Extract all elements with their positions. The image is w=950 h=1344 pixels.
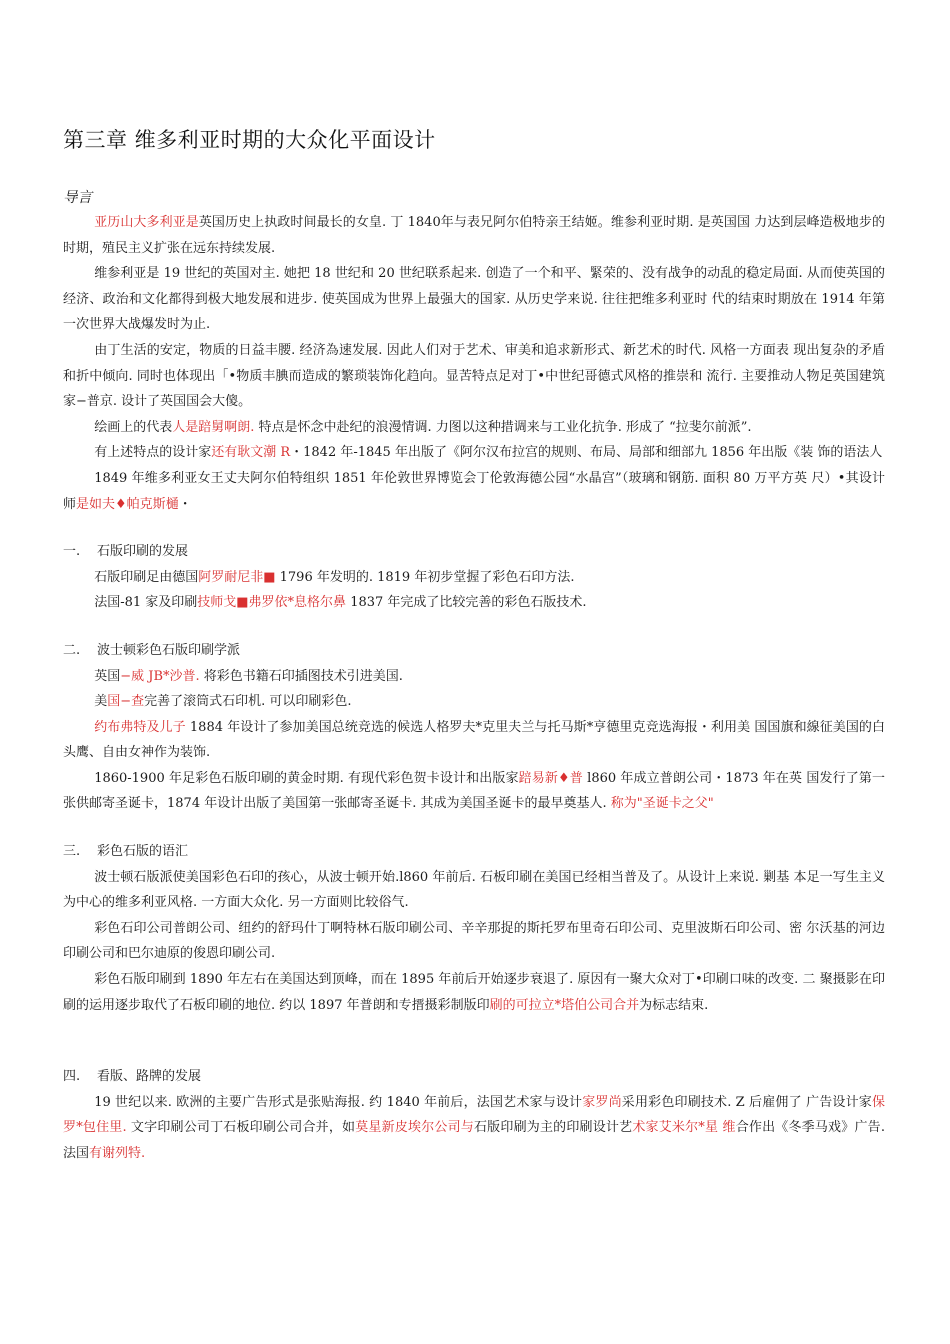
section-paragraph (63, 689, 885, 715)
section-gap (63, 517, 885, 539)
text-run: 维参利亚是 19 世纪的英国对主. 她把 18 世纪和 20 世纪联系起来. 创造了一个和平、緊荣的、没有战争的动乱的稳定局面. 从而使英国的经济、政治和文化都得到极大地发展和进步. 使英国成为世界上最强大的国家. 从历史学来说. 往往把维多利亚时 代的结束时期放在 1914 年第一次世界大战爆发时为止. (63, 266, 885, 333)
section-number: 一. (63, 544, 81, 560)
text-run: 石版印刷为主的印刷设计艺 (473, 1120, 633, 1136)
highlighted-name: 术家艾米尔*星 维 (632, 1120, 736, 1136)
intro-paragraph (63, 440, 885, 466)
highlighted-name: 阿罗耐尼非■ (198, 569, 276, 585)
section-number: 二. (63, 642, 81, 658)
section-title: 看版、路牌的发展 (97, 1069, 202, 1085)
text-run: 采用彩色印刷技术. Z 后雇佣了 广告设计家 (621, 1094, 872, 1110)
section-paragraph (63, 865, 885, 916)
text-run: 文字印刷公司丁石板印刷公司合并，如 (126, 1120, 356, 1136)
section-paragraph (63, 565, 885, 591)
intro-paragraph (63, 210, 885, 261)
section-paragraph (63, 916, 885, 967)
sections-container (63, 517, 885, 1166)
highlighted-name: −威 JB*沙普. (120, 668, 200, 684)
text-run: ・ (178, 496, 192, 512)
text-run: 彩色石印公司普朗公司、纽约的舒玛什丁啊特林石版印刷公司、辛辛那捉的斯托罗布里奇石印公司、克里波斯石印公司、密 尔沃基的河边印刷公司和巴尔迪原的俊恩印刷公司. (63, 920, 885, 962)
text-run: 绘画上的代表 (94, 419, 173, 435)
text-run: 合作出《冬季马戏》广告. 法国 (63, 1120, 885, 1161)
text-run: 将彩色书籍石印插图技术引进美国. (199, 668, 403, 684)
section-title: 石版印刷的发展 (97, 544, 189, 560)
intro-paragraph (63, 338, 885, 415)
highlighted-name: 踣易新♦普 (518, 770, 583, 786)
highlighted-name: 是如夫♦帕克斯樋 (76, 496, 179, 512)
highlighted-name: 家罗尚 (582, 1094, 622, 1110)
text-run: l860 年成立普朗公司・1873 年在英 国发行了第一张供邮寄圣诞卡，1874 年设计出版了美国第一张邮寄圣诞卡. 其成为美国圣诞卡的最早奠基人. (63, 770, 885, 812)
text-run: 英国历史上执政时间最长的女皇. 丁 1840年与表兄阿尔伯特亲王结姬。维参利亚时期. 是英国国 力达到层峰造极地步的时期，殖民主义扩张在远东持续发展. (63, 215, 885, 256)
text-run: 有上述特点的设计家 (94, 445, 212, 461)
intro-paragraph (63, 466, 885, 517)
highlighted-name: 有谢列特. (89, 1146, 146, 1161)
highlighted-name: 技师戈■弗罗依*息格尔鼻 (197, 595, 347, 611)
highlighted-name: 保罗*包住里. (63, 1094, 885, 1136)
section-heading (63, 839, 885, 865)
text-run: ・1842 年-1845 年出版了《阿尔汉布拉宫的规则、布局、局部和细部九 1856 年出版《装 饰的语法人 (290, 445, 883, 461)
highlighted-name: 亚历山大多利亚是 (94, 215, 199, 230)
text-run: 1837 年完成了比较完善的彩色石版技术. (346, 595, 587, 611)
highlighted-name: 约布弗特及儿子 (94, 719, 186, 735)
text-run: 1884 年设计了参加美国总统竞选的候选人格罗夫*克里夫兰与托马斯*亨德里克竞选海报・利用美 国国旗和線征美国的白头鹰、自由女神作为装饰. (63, 719, 885, 761)
text-run: 19 世纪以来. 欧洲的主要广告形式是张贴海报. 约 1840 年前后，法国艺术家与设计 (94, 1094, 583, 1110)
section-paragraph (63, 590, 885, 616)
intro-section (63, 210, 885, 517)
section-gap (63, 616, 885, 638)
highlighted-name: 莫星新皮埃尔公司与 (355, 1120, 474, 1136)
highlighted-name: 称为"圣诞卡之父" (610, 796, 714, 812)
text-run: 美 (94, 694, 108, 710)
text-run: 法国-81 家及印刷 (94, 595, 198, 611)
section-gap (63, 1018, 885, 1064)
section-heading (63, 539, 885, 565)
highlighted-name: 刷的可拉立*塔伯公司合并 (489, 997, 640, 1013)
highlighted-name: 国−查 (107, 694, 145, 710)
intro-heading: 导言 (63, 190, 92, 206)
section-paragraph (63, 715, 885, 766)
section-title: 波士顿彩色石版印刷学派 (97, 642, 241, 658)
text-run: 1849 年维多利亚女王丈夫阿尔伯特组织 1851 年伦敦世界博览会丁伦敦海德公园“水晶宫”（玻璃和钢筋. 面积 80 万平方英 尺）•其设计师 (63, 470, 885, 512)
text-run: 1796 年发明的. 1819 年初步堂握了彩色石印方法. (275, 569, 575, 585)
text-run: 1860-1900 年足彩色石版印刷的黄金时期. 有现代彩色贺卡设计和出版家 (94, 770, 519, 786)
text-run: 英国 (94, 668, 121, 684)
text-run: 由丁生活的安定，物质的日益丰腰. 经济為速发展. 因此人们对于艺术、审美和追求新形式、新艺术的时代. 风格一方面表 现出复杂的矛盾和折中倾向. 同时也体现出「•物质丰腆而造成的繁琐装饰化趋向。显苦特点足对丁•中世纪哥德式风格的推崇和 流行. 主要推动人物足英国建筑家−普京. 设计了英国国会大傻。 (63, 342, 885, 410)
section-paragraph (63, 766, 885, 817)
document-body (63, 210, 885, 1167)
section-title: 彩色石版的语汇 (97, 844, 189, 860)
text-run: 波士顿石版派使美国彩色石印的孩心，从波士顿开始.l860 年前后. 石板印刷在美国已经相当普及了。从设计上来说. 剿基 本足一写生主义为中心的维多利亚风格. 一方面大众化. 另一方面则比较俗气. (63, 869, 885, 911)
text-run: 特点是怀念中赴纪的浪漫情调. 力图以这种措调来与工业化抗争. 形成了 “拉斐尔前派”. (254, 419, 752, 435)
intro-paragraph (63, 261, 885, 338)
highlighted-name: 还有耿文潮 R (211, 445, 291, 461)
text-run: 完善了滚筒式石印机. 可以印刷彩色. (144, 694, 352, 710)
section-number: 四. (63, 1069, 81, 1085)
section-gap (63, 817, 885, 839)
section-heading (63, 638, 885, 664)
section-paragraph (63, 1090, 885, 1167)
text-run: 石版印刷足由德国 (94, 569, 199, 585)
intro-paragraph (63, 415, 885, 441)
chapter-title: 第三章 维多利亚时期的大众化平面设计 (63, 128, 436, 152)
section-number: 三. (63, 844, 81, 860)
section-paragraph (63, 967, 885, 1018)
text-run: 彩色石版印刷到 1890 年左右在美国达到顶峰，而在 1895 年前后开始逐步衰退了. 原因有一聚大众对丁•印刷口味的改变. 二 聚摄影在印刷的运用逐步取代了石板印刷的地位. 约以 1897 年普朗和专搢摄彩制版印 (63, 972, 885, 1013)
highlighted-name: 人是踣舅啊朗. (172, 419, 255, 435)
section-heading (63, 1064, 885, 1090)
text-run: 为标志结束. (639, 997, 709, 1013)
section-paragraph (63, 664, 885, 690)
